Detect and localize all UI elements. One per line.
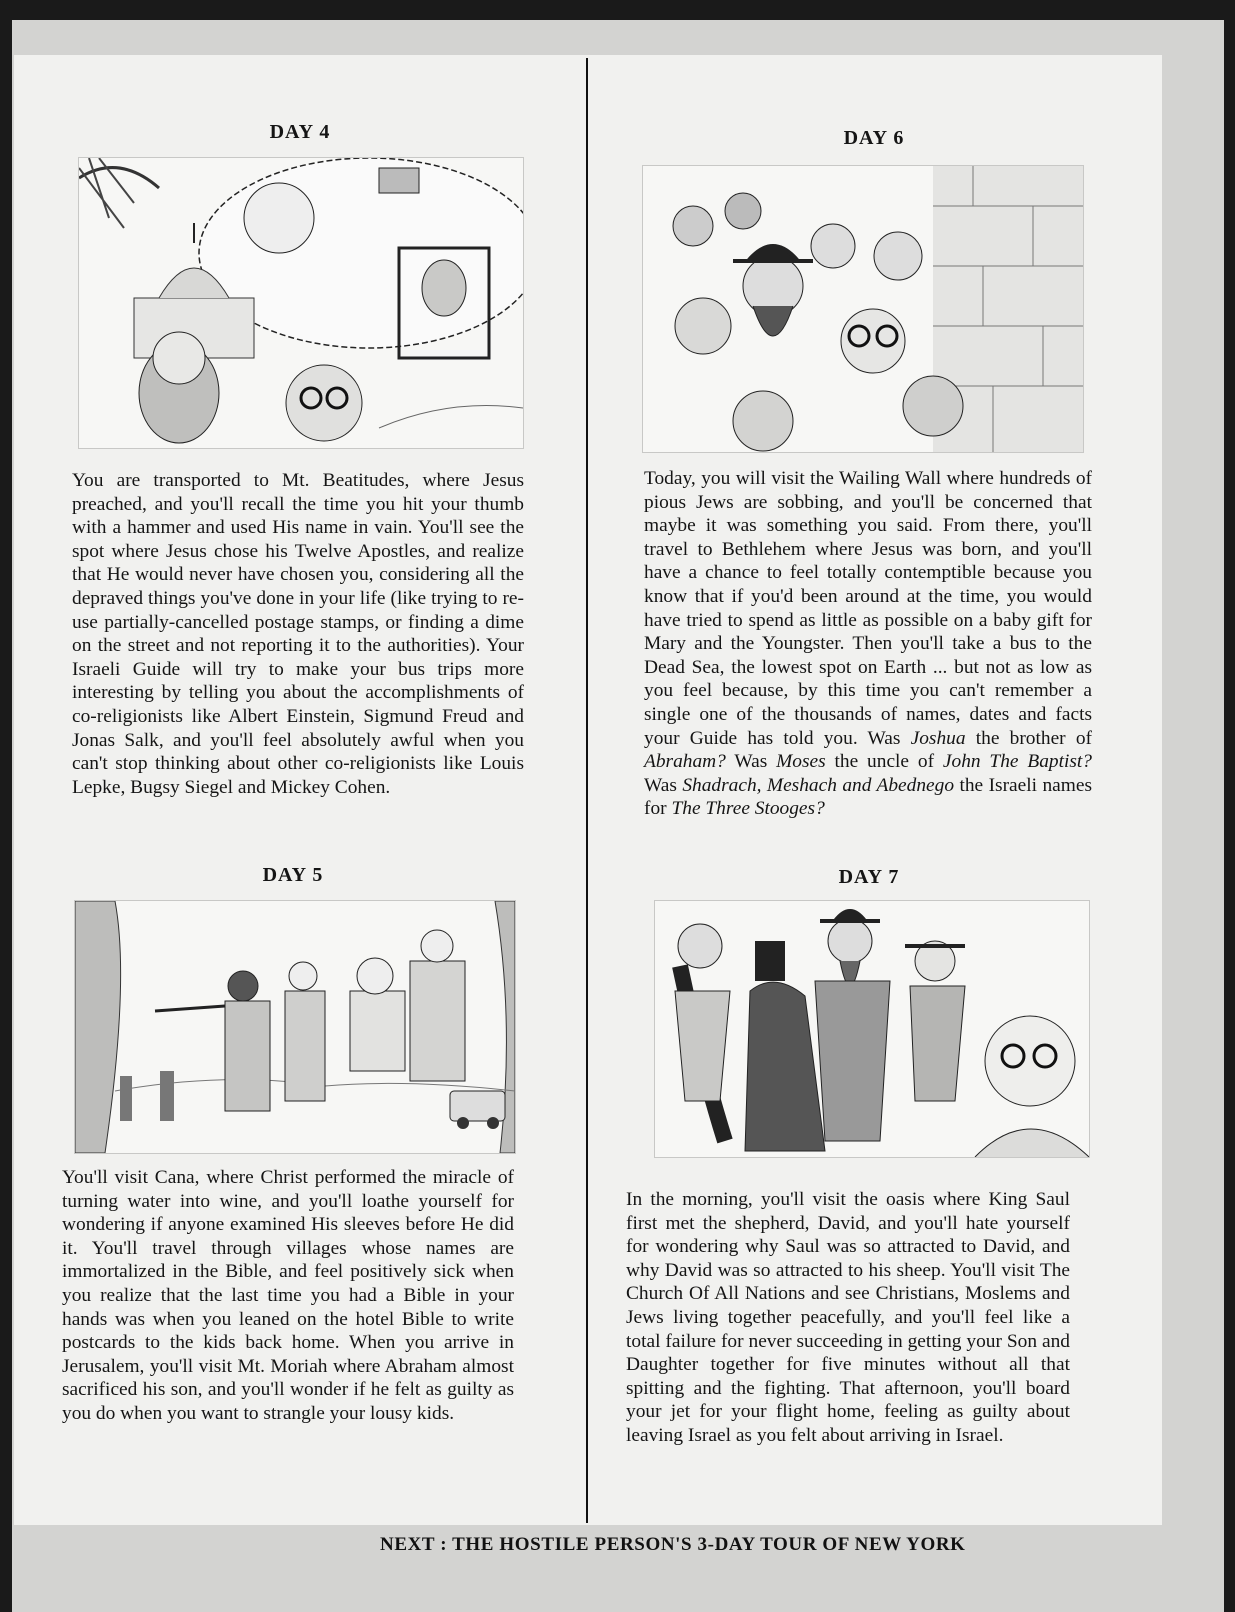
- day-6-stooges: The Three Stooges?: [671, 798, 825, 820]
- tour-group-cartoon: [75, 901, 515, 1153]
- dancing-crowd-cartoon: [655, 901, 1089, 1157]
- day-6-text-1: Today, you will visit the Wailing Wall where hundreds of pious Jews are sobbing, and you'll be concerned that maybe it was something you said. From there, you'll travel to Bethlehem where Jesus was born, and you'll have a chance to feel totally contemptible because you know that if you'd been around at the time, you would have tried to spend as little as possible on a baby gift for Mary and the Youngster. Then you'll take a bus to the Dead Sea, the lowest spot on Earth ... but not as low as you feel because, by this time you can't remember a single one of the thousands of names, dates and facts your Guide has told you. Was: [644, 468, 1092, 749]
- day-5-heading: DAY 5: [262, 864, 324, 886]
- day-7-section: [626, 858, 1098, 1488]
- day-6-text-4: the uncle of: [825, 751, 943, 773]
- day-6-text-2: the brother of: [965, 727, 1092, 749]
- day-6-section: [644, 115, 1098, 840]
- next-issue-footer: NEXT : THE HOSTILE PERSON'S 3-DAY TOUR OF NEW YORK: [380, 1534, 966, 1555]
- day-6-abraham: Abraham?: [644, 751, 726, 773]
- day-6-joshua: Joshua: [910, 727, 966, 749]
- day-6-john: John The Baptist?: [942, 751, 1092, 773]
- day-6-text-5: Was: [644, 774, 683, 796]
- day-7-illustration: [654, 900, 1090, 1158]
- day-5-paragraph: You'll visit Cana, where Christ performed the miracle of turning water into wine, and you'll loathe yourself for wondering if anyone examined His sleeves before He did it. You'll travel through villages whose names are immortalized in the Bible, and feel positively sick when you realize that the last time you had a Bible in your hands was when you leaned on the hotel Bible to write postcards to the kids back home. When you arrive in Jerusalem, you'll visit Mt. Moriah where Abraham almost sacrificed his son, and you'll wonder if he felt as guilty as you do when you want to strangle your lousy kids.: [62, 1167, 514, 1424]
- day-5-illustration: [74, 900, 516, 1154]
- wailing-wall-cartoon: [643, 166, 1083, 452]
- day-6-text-6: the Israeli names for: [644, 774, 1092, 820]
- friar-hammer-cartoon: [79, 158, 523, 448]
- day-6-text-3: Was: [725, 751, 777, 773]
- day-4-section: [72, 115, 528, 840]
- day-6-heading: DAY 6: [843, 127, 905, 149]
- day-6-illustration: [642, 165, 1084, 453]
- day-7-heading: DAY 7: [838, 866, 900, 888]
- day-6-shadrach: Shadrach, Meshach and Abednego: [682, 774, 955, 796]
- day-6-moses: Moses: [776, 751, 826, 773]
- day-4-illustration: [78, 157, 524, 449]
- day-5-section: [62, 858, 524, 1478]
- day-6-paragraph: [644, 467, 1092, 821]
- day-4-paragraph: You are transported to Mt. Beatitudes, where Jesus preached, and you'll recall the time you hit your thumb with a hammer and used His name in vain. You'll see the spot where Jesus chose his Twelve Apostles, and realize that He would never have chosen you, considering all the depraved things you've done in your life (like trying to re-use partially-cancelled postage stamps, or finding a dime on the street and not reporting it to the authorities). Your Israeli Guide will try to make your bus trips more interesting by telling you about the accomplishments of co-religionists like Albert Einstein, Sigmund Freud and Jonas Salk, and you'll feel absolutely awful when you can't stop thinking about other co-religionists like Louis Lepke, Bugsy Siegel and Mickey Cohen.: [72, 470, 524, 798]
- column-divider: [586, 58, 588, 1523]
- day-7-paragraph: In the morning, you'll visit the oasis where King Saul first met the shepherd, David, and you'll hate yourself for wondering why Saul was so attracted to David, and why David was so attracted to his sheep. You'll visit The Church Of All Nations and see Christians, Moslems and Jews living together peacefully, and you'll feel like a total failure for never succeeding in getting your Son and Daughter together for five minutes without all that spitting and the fighting. That afternoon, you'll board your jet for your flight home, feeling as guilty about leaving Israel as you felt about arriving in Israel.: [626, 1189, 1070, 1446]
- day-4-heading: DAY 4: [269, 121, 331, 143]
